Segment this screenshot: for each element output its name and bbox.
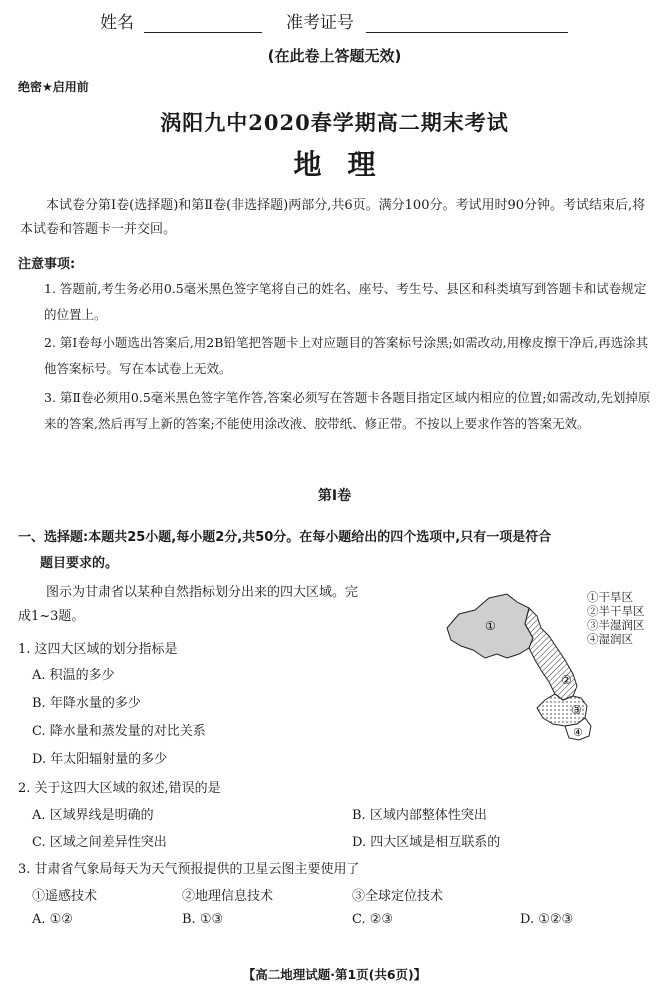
question-2-option-d: D. 四大区域是相互联系的 — [352, 835, 501, 850]
region-label-4: ④ — [573, 726, 583, 739]
question-1-option-a: A. 积温的多少 — [32, 668, 115, 683]
question-3-option-b: B. ①③ — [182, 912, 224, 927]
note-item-3: 3. 第Ⅱ卷必须用0.5毫米黑色签字笔作答,答案必须写在答题卡各题目指定区域内相应的位置;如需改动,先划掉原来的答案,然后再写上新的答案;不能使用涂改液、胶带纸、修正带。不按以上要求作答的答案无效。 — [44, 390, 651, 431]
exam-intro: 本试卷分第Ⅰ卷(选择题)和第Ⅱ卷(非选择题)两部分,共6页。满分100分。考试用时90分钟。考试结束后,将本试卷和答题卡一并交回。 — [20, 198, 646, 237]
legend-item-arid: ①干旱区 — [587, 590, 633, 604]
exam-subject: 地理 — [293, 148, 402, 181]
exam-title: 涡阳九中2020春学期高二期末考试 — [160, 110, 509, 135]
question-1-option-c: C. 降水量和蒸发量的对比关系 — [32, 724, 206, 739]
region-label-3: ③ — [571, 703, 582, 717]
question-2-option-a: A. 区域界线是明确的 — [32, 808, 154, 823]
part-one-heading-line2: 题目要求的。 — [40, 556, 119, 571]
legend-item-humid: ④湿润区 — [587, 632, 633, 646]
secret-label: 绝密★启用前 — [18, 80, 89, 94]
question-3-item-2: ②地理信息技术 — [182, 889, 274, 904]
notes-heading: 注意事项: — [18, 257, 76, 272]
question-1-option-d: D. 年太阳辐射量的多少 — [32, 752, 168, 767]
gansu-region-map — [437, 584, 661, 754]
map-legend — [587, 590, 645, 646]
question-1-option-b: B. 年降水量的多少 — [32, 696, 141, 711]
question-2-option-b: B. 区域内部整体性突出 — [352, 808, 487, 823]
page-footer: 【高二地理试题·第1页(共6页)】 — [242, 967, 427, 982]
question-stem-line2: 成1~3题。 — [18, 609, 85, 624]
legend-item-semi-arid: ②半干旱区 — [587, 604, 645, 618]
question-2-stem: 2. 关于这四大区域的叙述,错误的是 — [18, 781, 221, 796]
question-3-option-d: D. ①②③ — [520, 912, 574, 927]
no-answer-notice: (在此卷上答题无效) — [267, 47, 402, 65]
name-label: 姓名 — [100, 13, 134, 33]
question-stem-line1: 图示为甘肃省以某种自然指标划分出来的四大区域。完 — [46, 585, 359, 600]
question-2-option-c: C. 区域之间差异性突出 — [32, 835, 167, 850]
question-3-stem: 3. 甘肃省气象局每天为天气预报提供的卫星云图主要使用了 — [18, 862, 360, 877]
name-blank-line — [144, 32, 262, 33]
legend-item-semi-humid: ③半湿润区 — [587, 618, 645, 632]
question-3-item-1: ①遥感技术 — [32, 889, 98, 904]
question-3-option-c: C. ②③ — [352, 912, 394, 927]
region-label-1: ① — [485, 619, 496, 633]
question-3-option-a: A. ①② — [32, 912, 73, 927]
question-3-item-3: ③全球定位技术 — [352, 889, 444, 904]
note-item-2: 2. 第Ⅰ卷每小题选出答案后,用2B铅笔把答题卡上对应题目的答案标号涂黑;如需改动,用橡皮擦干净后,再选涂其他答案标号。写在本试卷上无效。 — [44, 335, 649, 376]
id-blank-line — [366, 32, 568, 33]
part-one-heading — [18, 525, 658, 577]
candidate-info-row — [0, 8, 669, 34]
question-1-stem: 1. 这四大区域的划分指标是 — [18, 642, 178, 657]
id-label: 准考证号 — [286, 13, 354, 33]
section-title: 第Ⅰ卷 — [317, 488, 352, 504]
region-label-2: ② — [561, 673, 572, 687]
note-item-1: 1. 答题前,考生务必用0.5毫米黑色签字笔将自己的姓名、座号、考生号、县区和科类填写到答题卡和试卷规定的位置上。 — [44, 281, 647, 322]
part-one-heading-line1: 一、选择题:本题共25小题,每小题2分,共50分。在每小题给出的四个选项中,只有一项是符合 — [18, 530, 552, 545]
